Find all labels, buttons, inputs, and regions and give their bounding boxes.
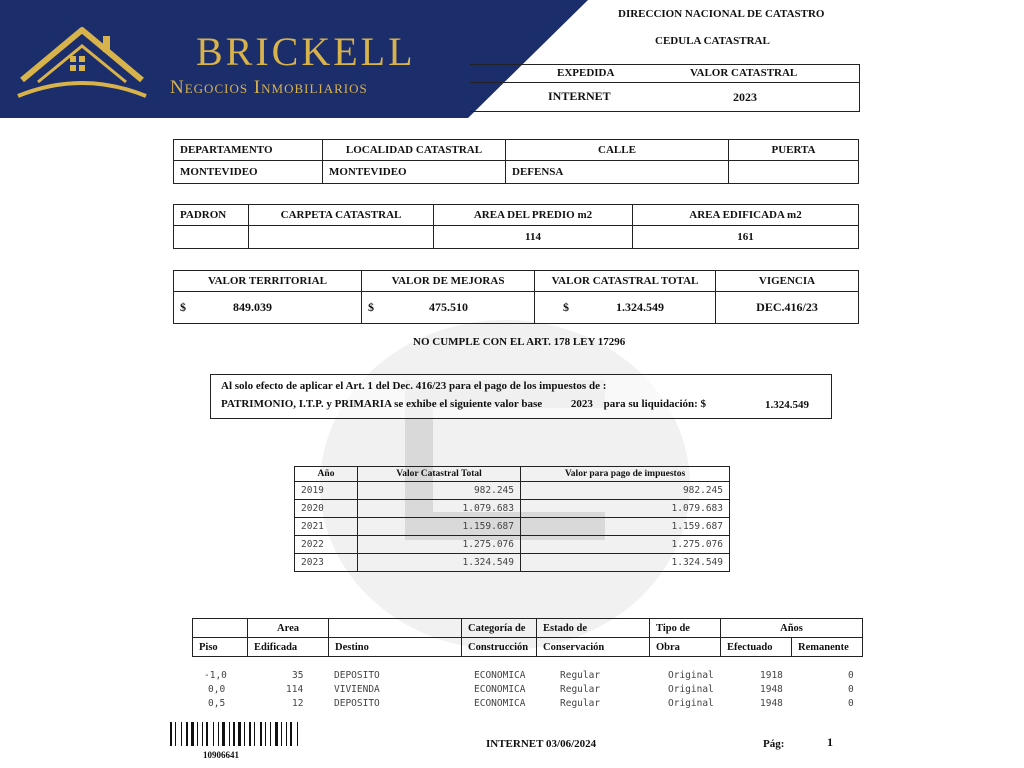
document-title: CEDULA CATASTRAL <box>655 35 770 47</box>
valuation-table <box>173 270 859 324</box>
floor-estado: Regular <box>560 698 601 709</box>
history-year: 2020 <box>295 500 358 518</box>
compliance-notice: NO CUMPLE CON EL ART. 178 LEY 17296 <box>413 336 626 348</box>
expedida-value: INTERNET <box>548 89 611 103</box>
history-header: Valor para pago de impuestos <box>521 467 730 482</box>
floor-remanente: 0 <box>848 670 854 681</box>
property-value <box>249 226 434 249</box>
floors-header: Destino <box>329 638 462 657</box>
location-header: CALLE <box>506 140 729 161</box>
floor-destino: DEPOSITO <box>334 670 380 681</box>
property-header: PADRON <box>174 205 249 226</box>
floors-table <box>192 618 863 657</box>
floor-remanente: 0 <box>848 698 854 709</box>
floor-efectuado: 1918 <box>760 670 783 681</box>
property-value: 161 <box>633 226 859 249</box>
history-header: Valor Catastral Total <box>358 467 521 482</box>
valuation-header: VALOR TERRITORIAL <box>174 271 362 292</box>
floor-remanente: 0 <box>848 684 854 695</box>
history-total: 1.275.076 <box>358 536 521 554</box>
page-number: 1 <box>827 735 833 749</box>
page-label: Pág: <box>763 738 785 750</box>
history-year: 2023 <box>295 554 358 572</box>
mejoras-cell <box>362 292 535 324</box>
history-row <box>295 554 730 572</box>
total-value: 1.324.549 <box>616 300 664 314</box>
location-table <box>173 139 859 184</box>
floor-destino: DEPOSITO <box>334 698 380 709</box>
brand-tagline: Negocios Inmobiliarios <box>170 77 368 98</box>
floor-efectuado: 1948 <box>760 698 783 709</box>
floors-header <box>193 619 248 638</box>
legal-line-2 <box>221 398 706 410</box>
valor-label: VALOR CATASTRAL <box>690 67 798 79</box>
floor-tipo: Original <box>668 670 714 681</box>
floors-header: Años <box>721 619 863 638</box>
history-row <box>295 518 730 536</box>
location-value: MONTEVIDEO <box>323 161 506 184</box>
property-header: CARPETA CATASTRAL <box>249 205 434 226</box>
legal-text-end: para su liquidación: $ <box>603 398 707 410</box>
legal-year: 2023 <box>570 398 593 410</box>
floor-piso: 0,0 <box>208 684 226 695</box>
legal-line-1: Al solo efecto de aplicar el Art. 1 del Dec. 416/23 para el pago de los impuestos de : <box>221 380 607 392</box>
floor-efectuado: 1948 <box>760 684 783 695</box>
history-year: 2019 <box>295 482 358 500</box>
territorial-value: 849.039 <box>233 300 272 314</box>
floor-piso: 0,5 <box>208 698 226 709</box>
floor-tipo: Original <box>668 684 714 695</box>
floors-header: Construcción <box>462 638 537 657</box>
floors-header: Area <box>248 619 329 638</box>
history-total: 1.159.687 <box>358 518 521 536</box>
history-header: Año <box>295 467 358 482</box>
issue-box <box>470 64 860 112</box>
valuation-header: VALOR CATASTRAL TOTAL <box>535 271 716 292</box>
location-header: PUERTA <box>729 140 859 161</box>
barcode-number: 10906641 <box>203 750 239 760</box>
valuation-header: VIGENCIA <box>716 271 859 292</box>
floor-area: 35 <box>292 670 304 681</box>
floor-categoria: ECONOMICA <box>474 684 526 695</box>
floors-header: Conservación <box>537 638 650 657</box>
floors-header <box>329 619 462 638</box>
location-header: DEPARTAMENTO <box>174 140 323 161</box>
history-total: 1.079.683 <box>358 500 521 518</box>
history-tax-value: 1.159.687 <box>521 518 730 536</box>
floors-header: Piso <box>193 638 248 657</box>
history-row <box>295 500 730 518</box>
location-value: MONTEVIDEO <box>174 161 323 184</box>
property-value: 114 <box>434 226 633 249</box>
currency-sign: $ <box>563 300 569 314</box>
expedida-label: EXPEDIDA <box>557 67 615 79</box>
history-table <box>294 466 730 572</box>
floor-categoria: ECONOMICA <box>474 670 526 681</box>
property-header: AREA DEL PREDIO m2 <box>434 205 633 226</box>
legal-amount: 1.324.549 <box>765 399 809 411</box>
floor-area: 114 <box>286 684 304 695</box>
history-total: 982.245 <box>358 482 521 500</box>
history-row <box>295 536 730 554</box>
brand-name: BRICKELL <box>196 29 416 74</box>
total-cell <box>535 292 716 324</box>
property-table <box>173 204 859 249</box>
history-year: 2021 <box>295 518 358 536</box>
property-value <box>174 226 249 249</box>
currency-sign: $ <box>368 300 374 314</box>
location-header: LOCALIDAD CATASTRAL <box>323 140 506 161</box>
currency-sign: $ <box>180 300 186 314</box>
valuation-header: VALOR DE MEJORAS <box>362 271 535 292</box>
vigencia-value: DEC.416/23 <box>716 292 859 324</box>
floors-header: Edificada <box>248 638 329 657</box>
history-year: 2022 <box>295 536 358 554</box>
floor-destino: VIVIENDA <box>334 684 380 695</box>
history-row <box>295 482 730 500</box>
floor-estado: Regular <box>560 684 601 695</box>
floors-header: Estado de <box>537 619 650 638</box>
valor-value: 2023 <box>733 90 757 104</box>
history-tax-value: 982.245 <box>521 482 730 500</box>
floor-area: 12 <box>292 698 304 709</box>
floor-estado: Regular <box>560 670 601 681</box>
history-total: 1.324.549 <box>358 554 521 572</box>
agency-title: DIRECCION NACIONAL DE CATASTRO <box>618 8 825 20</box>
floors-header: Remanente <box>792 638 863 657</box>
floors-header: Categoría de <box>462 619 537 638</box>
barcode-icon <box>170 722 350 746</box>
history-tax-value: 1.324.549 <box>521 554 730 572</box>
property-header: AREA EDIFICADA m2 <box>633 205 859 226</box>
floors-header: Tipo de <box>650 619 721 638</box>
territorial-cell <box>174 292 362 324</box>
floor-tipo: Original <box>668 698 714 709</box>
location-value: DEFENSA <box>506 161 729 184</box>
issue-divider <box>470 82 859 83</box>
issue-stamp: INTERNET 03/06/2024 <box>486 738 597 750</box>
history-tax-value: 1.079.683 <box>521 500 730 518</box>
history-tax-value: 1.275.076 <box>521 536 730 554</box>
floor-categoria: ECONOMICA <box>474 698 526 709</box>
floors-header: Obra <box>650 638 721 657</box>
floor-piso: -1,0 <box>204 670 227 681</box>
location-value <box>729 161 859 184</box>
legal-text: PATRIMONIO, I.T.P. y PRIMARIA se exhibe el siguiente valor base <box>221 398 543 410</box>
mejoras-value: 475.510 <box>429 300 468 314</box>
floors-header: Efectuado <box>721 638 792 657</box>
